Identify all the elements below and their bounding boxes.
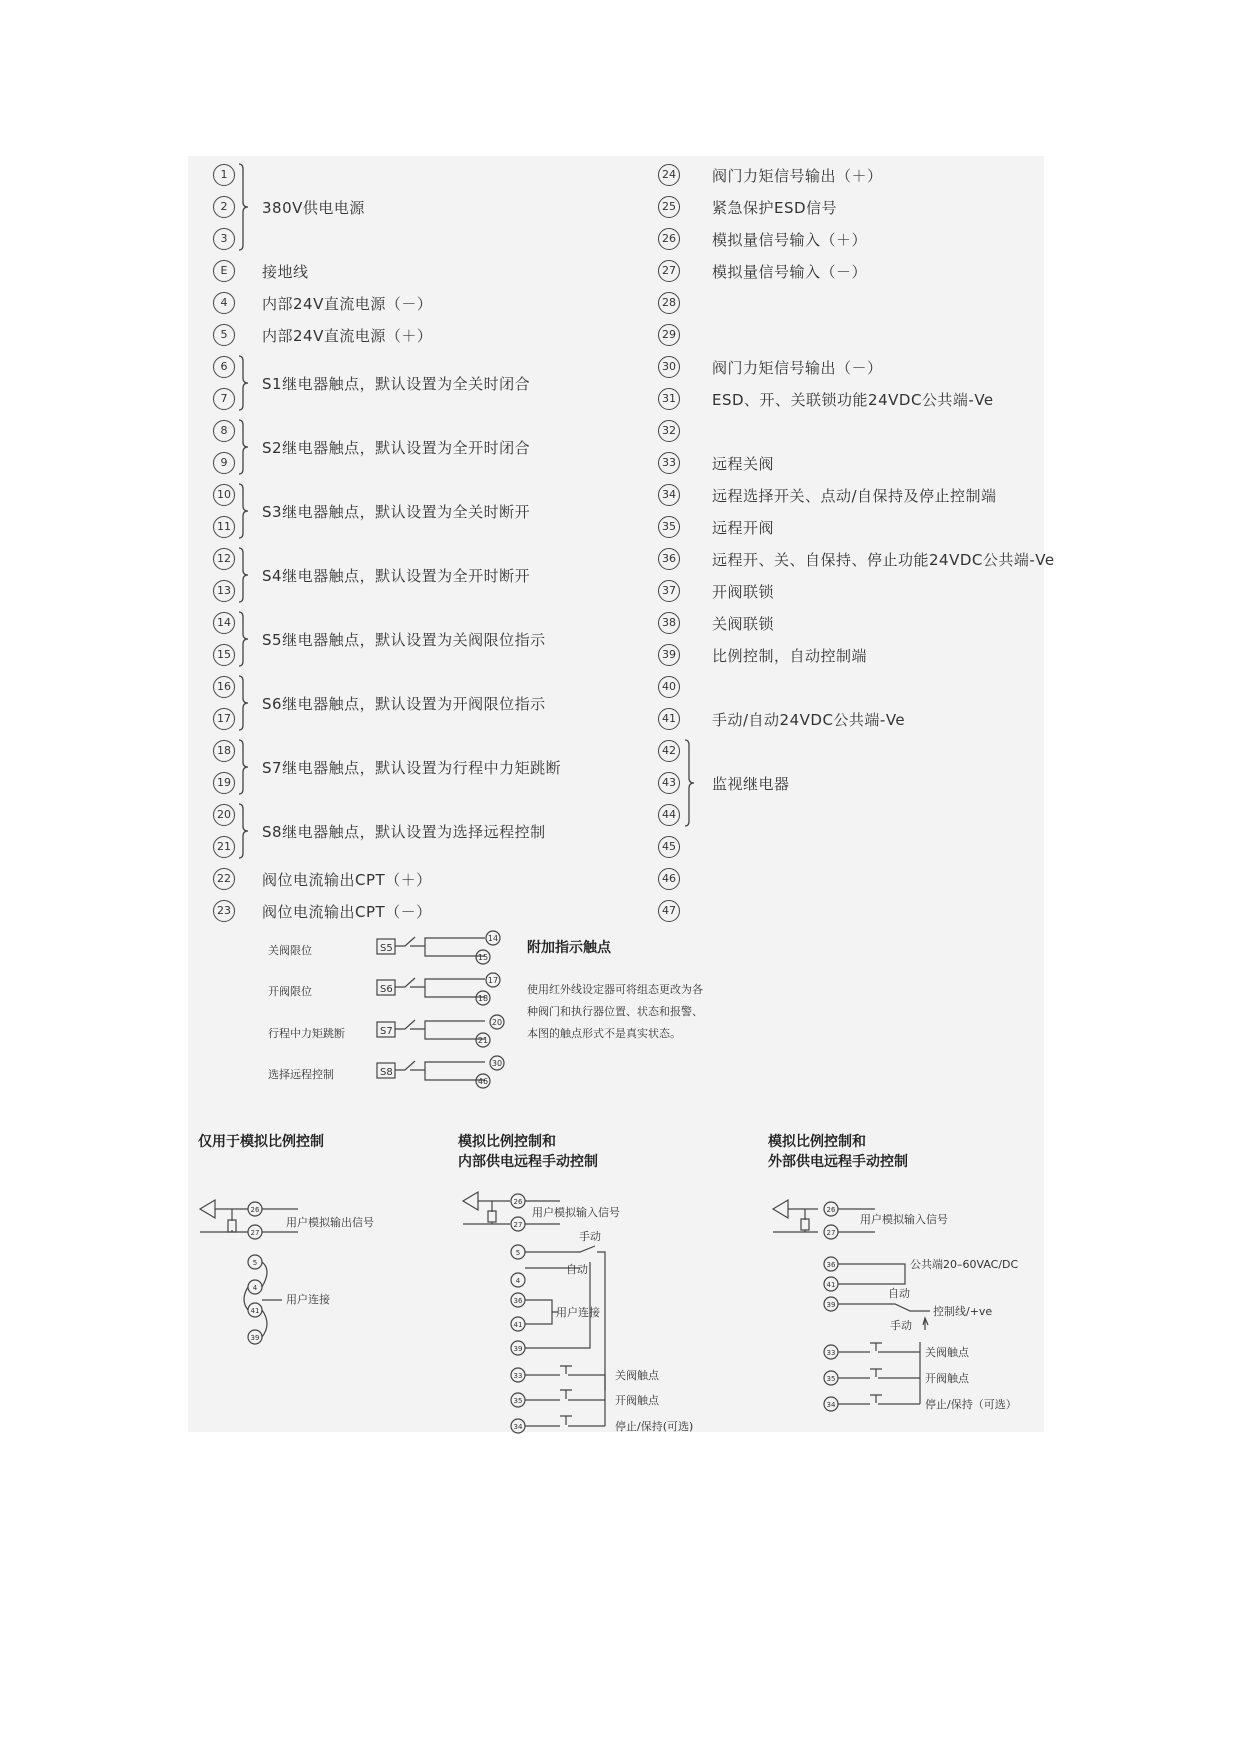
terminal-number: 14	[213, 612, 235, 634]
svg-text:41: 41	[250, 1307, 260, 1315]
terminal-number: 34	[658, 484, 680, 506]
terminal-label: 关阀联锁	[712, 615, 775, 633]
group-brace	[237, 163, 251, 251]
terminal-number: 18	[213, 740, 235, 762]
signal-label: 用户模拟输入信号	[860, 1213, 948, 1226]
svg-text:39: 39	[513, 1345, 523, 1353]
contacts-note: 种阀门和执行器位置、状态和报警、	[527, 1005, 703, 1018]
svg-text:5: 5	[515, 1249, 521, 1257]
group-brace	[237, 739, 251, 795]
terminal-label: 比例控制，自动控制端	[712, 647, 868, 665]
terminal-number: 41	[658, 708, 680, 730]
terminal-number: 17	[213, 708, 235, 730]
svg-text:26: 26	[250, 1206, 260, 1214]
terminal-number: 27	[658, 260, 680, 282]
stop-label: 停止/保持(可选)	[615, 1420, 694, 1433]
contacts-note: 使用红外线设定器可将组态更改为各	[527, 983, 703, 996]
svg-text:27: 27	[250, 1229, 260, 1237]
terminal-num: 18	[477, 994, 489, 1003]
relay-tag: S6	[380, 984, 393, 995]
terminal-label: 模拟量信号输入（－）	[712, 263, 868, 281]
terminal-label: 远程选择开关、点动/自保持及停止控制端	[712, 487, 997, 505]
svg-text:5: 5	[252, 1259, 258, 1267]
open-contact-label: 开阀触点	[615, 1394, 659, 1407]
common-label: 公共端20–60VAC/DC	[910, 1258, 1019, 1271]
terminal-number: 19	[213, 772, 235, 794]
close-contact-label: 关阀触点	[615, 1369, 659, 1382]
contact-label: 选择远程控制	[268, 1068, 334, 1081]
terminal-number: 11	[213, 516, 235, 538]
terminal-number: 44	[658, 804, 680, 826]
connection-label: 用户连接	[556, 1306, 600, 1319]
relay-tag: S7	[380, 1026, 393, 1037]
svg-text:33: 33	[826, 1349, 836, 1357]
svg-text:39: 39	[250, 1334, 260, 1342]
close-contact-label: 关阀触点	[925, 1346, 969, 1359]
group-brace	[683, 739, 697, 827]
auto-label: 自动	[888, 1287, 910, 1300]
svg-text:41: 41	[826, 1281, 836, 1289]
svg-text:39: 39	[826, 1301, 836, 1309]
terminal-number: 47	[658, 900, 680, 922]
document-panel	[188, 156, 1044, 1432]
contact-label: 开阀限位	[268, 985, 312, 998]
svg-text:27: 27	[513, 1221, 523, 1229]
terminal-number: 8	[213, 420, 235, 442]
terminal-num: 46	[477, 1077, 489, 1086]
terminal-number: 5	[213, 324, 235, 346]
svg-text:41: 41	[513, 1321, 523, 1329]
terminal-label: 内部24V直流电源（＋）	[262, 327, 433, 345]
terminal-number: 13	[213, 580, 235, 602]
terminal-number: 33	[658, 452, 680, 474]
relay-description: S4继电器触点，默认设置为全开时断开	[262, 567, 531, 585]
stop-label: 停止/保持（可选）	[925, 1398, 1017, 1411]
terminal-label: 远程开、关、自保持、停止功能24VDC公共端-Ve	[712, 551, 1055, 569]
terminal-label: 阀位电流输出CPT（－）	[262, 903, 432, 921]
svg-text:4: 4	[252, 1284, 258, 1292]
terminal-number: 30	[658, 356, 680, 378]
diagram-2-title: 内部供电远程手动控制	[458, 1154, 598, 1170]
terminal-number: 15	[213, 644, 235, 666]
terminal-number: 43	[658, 772, 680, 794]
svg-text:35: 35	[826, 1375, 836, 1383]
terminal-label: 手动/自动24VDC公共端-Ve	[712, 711, 906, 729]
diagram-1-title: 仅用于模拟比例控制	[198, 1134, 324, 1150]
terminal-num: 30	[491, 1059, 503, 1068]
svg-text:34: 34	[826, 1401, 836, 1409]
svg-text:34: 34	[513, 1423, 523, 1431]
terminal-num: 21	[477, 1036, 489, 1045]
terminal-label: 内部24V直流电源（－）	[262, 295, 433, 313]
terminal-number: 6	[213, 356, 235, 378]
terminal-label: 模拟量信号输入（＋）	[712, 231, 868, 249]
terminal-number: 40	[658, 676, 680, 698]
terminal-number: 10	[213, 484, 235, 506]
svg-text:4: 4	[515, 1277, 521, 1285]
contact-label: 行程中力矩跳断	[268, 1027, 345, 1040]
relay-description: S2继电器触点，默认设置为全开时闭合	[262, 439, 531, 457]
terminal-number: 2	[213, 196, 235, 218]
terminal-label: 远程关阀	[712, 455, 775, 473]
terminal-number: 22	[213, 868, 235, 890]
contacts-title: 附加指示触点	[527, 940, 611, 956]
relay-description: S6继电器触点，默认设置为开阀限位指示	[262, 695, 546, 713]
terminal-label: 阀门力矩信号输出（＋）	[712, 167, 883, 185]
group-brace	[237, 355, 251, 411]
terminal-number: 26	[658, 228, 680, 250]
control-line-label: 控制线/+ve	[933, 1305, 993, 1318]
relay-description: S3继电器触点，默认设置为全关时断开	[262, 503, 531, 521]
terminal-number: 35	[658, 516, 680, 538]
terminal-number: 46	[658, 868, 680, 890]
terminal-label: 远程开阀	[712, 519, 775, 537]
relay-tag: S8	[380, 1067, 393, 1078]
terminal-number: 3	[213, 228, 235, 250]
terminal-number: 36	[658, 548, 680, 570]
terminal-label: ESD、开、关联锁功能24VDC公共端-Ve	[712, 391, 994, 409]
contact-label: 关阀限位	[268, 944, 312, 957]
diagram-3-title: 外部供电远程手动控制	[768, 1154, 908, 1170]
terminal-number: 12	[213, 548, 235, 570]
diagram-3-title: 模拟比例控制和	[768, 1134, 866, 1150]
group-brace	[237, 483, 251, 539]
terminal-number: 39	[658, 644, 680, 666]
diagram-2-title: 模拟比例控制和	[458, 1134, 556, 1150]
terminal-number: 31	[658, 388, 680, 410]
terminal-num: 17	[487, 976, 499, 985]
svg-text:35: 35	[513, 1397, 523, 1405]
terminal-number: 7	[213, 388, 235, 410]
contacts-note: 本图的触点形式不是真实状态。	[527, 1027, 681, 1040]
terminal-number: 1	[213, 164, 235, 186]
group-brace	[237, 803, 251, 859]
terminal-number: 25	[658, 196, 680, 218]
terminal-number: 4	[213, 292, 235, 314]
terminal-number: 37	[658, 580, 680, 602]
svg-text:33: 33	[513, 1372, 523, 1380]
relay-description: S7继电器触点，默认设置为行程中力矩跳断	[262, 759, 562, 777]
terminal-num: 15	[477, 953, 489, 962]
terminal-number: 28	[658, 292, 680, 314]
signal-label: 用户模拟输入信号	[532, 1206, 620, 1219]
svg-text:36: 36	[826, 1261, 836, 1269]
relay-tag: S5	[380, 943, 393, 954]
manual-label: 手动	[579, 1230, 601, 1243]
terminal-number: 32	[658, 420, 680, 442]
relay-description: S8继电器触点，默认设置为选择远程控制	[262, 823, 546, 841]
terminal-label: 阀门力矩信号输出（－）	[712, 359, 883, 377]
group-brace	[237, 547, 251, 603]
terminal-number: 16	[213, 676, 235, 698]
terminal-number: E	[213, 260, 235, 282]
connection-label: 用户连接	[286, 1293, 330, 1306]
monitor-relay-label: 监视继电器	[712, 775, 790, 793]
relay-description: S5继电器触点，默认设置为关阀限位指示	[262, 631, 546, 649]
auto-label: 自动	[566, 1263, 588, 1276]
terminal-number: 9	[213, 452, 235, 474]
terminal-label: 380V供电电源	[262, 199, 365, 217]
signal-label: 用户模拟输出信号	[286, 1216, 374, 1229]
svg-text:36: 36	[513, 1297, 523, 1305]
svg-text:26: 26	[513, 1198, 523, 1206]
terminal-label: 紧急保护ESD信号	[712, 199, 838, 217]
terminal-num: 14	[487, 934, 499, 943]
terminal-number: 23	[213, 900, 235, 922]
terminal-number: 42	[658, 740, 680, 762]
terminal-label: 阀位电流输出CPT（＋）	[262, 871, 432, 889]
group-brace	[237, 419, 251, 475]
manual-label: 手动	[890, 1319, 912, 1332]
group-brace	[237, 611, 251, 667]
terminal-number: 21	[213, 836, 235, 858]
terminal-number: 24	[658, 164, 680, 186]
terminal-label: 开阀联锁	[712, 583, 775, 601]
terminal-number: 20	[213, 804, 235, 826]
terminal-number: 38	[658, 612, 680, 634]
svg-text:26: 26	[826, 1206, 836, 1214]
terminal-number: 45	[658, 836, 680, 858]
svg-text:27: 27	[826, 1229, 836, 1237]
open-contact-label: 开阀触点	[925, 1372, 969, 1385]
terminal-num: 20	[491, 1018, 503, 1027]
terminal-number: 29	[658, 324, 680, 346]
group-brace	[237, 675, 251, 731]
terminal-label: 接地线	[262, 263, 309, 281]
relay-description: S1继电器触点，默认设置为全关时闭合	[262, 375, 531, 393]
